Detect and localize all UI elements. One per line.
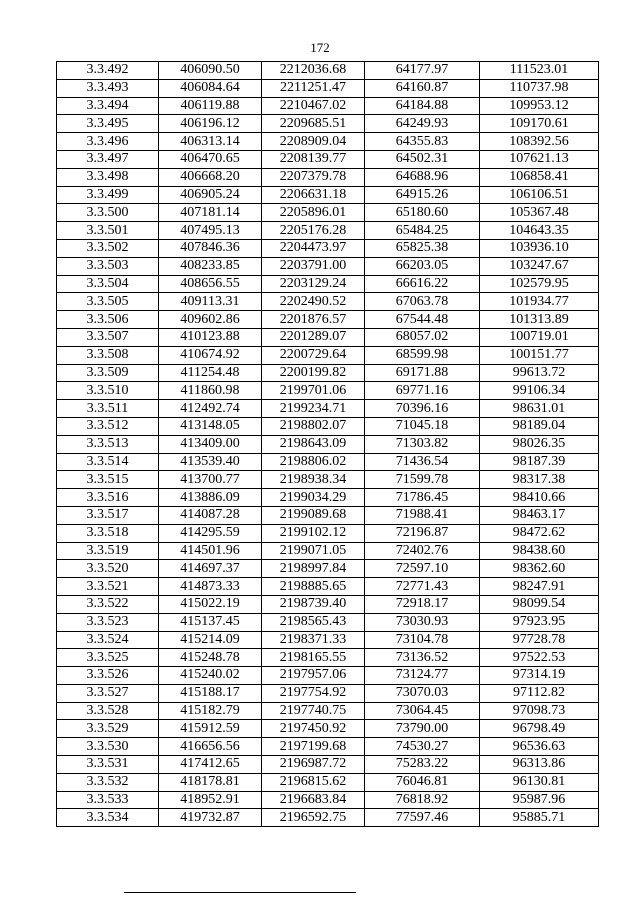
point-id-cell: 3.3.517: [57, 506, 159, 524]
value-cell-4: 97728.78: [480, 631, 599, 649]
value-cell-1: 414873.33: [159, 578, 262, 596]
point-id-cell: 3.3.509: [57, 364, 159, 382]
value-cell-4: 98631.01: [480, 400, 599, 418]
value-cell-4: 100151.77: [480, 346, 599, 364]
value-cell-3: 71436.54: [365, 453, 480, 471]
value-cell-1: 413886.09: [159, 489, 262, 507]
value-cell-4: 95987.96: [480, 791, 599, 809]
value-cell-4: 98317.38: [480, 471, 599, 489]
point-id-cell: 3.3.508: [57, 346, 159, 364]
value-cell-2: 2199034.29: [262, 489, 365, 507]
point-id-cell: 3.3.500: [57, 204, 159, 222]
value-cell-2: 2199102.12: [262, 524, 365, 542]
table-row: [57, 791, 599, 809]
value-cell-1: 414501.96: [159, 542, 262, 560]
value-cell-1: 414697.37: [159, 560, 262, 578]
point-id-cell: 3.3.528: [57, 702, 159, 720]
table-row: [57, 435, 599, 453]
value-cell-2: 2199071.05: [262, 542, 365, 560]
value-cell-3: 73064.45: [365, 702, 480, 720]
value-cell-2: 2205896.01: [262, 204, 365, 222]
value-cell-1: 413539.40: [159, 453, 262, 471]
point-id-cell: 3.3.533: [57, 791, 159, 809]
value-cell-2: 2205176.28: [262, 222, 365, 240]
point-id-cell: 3.3.513: [57, 435, 159, 453]
value-cell-3: 72402.76: [365, 542, 480, 560]
value-cell-4: 99106.34: [480, 382, 599, 400]
value-cell-4: 103936.10: [480, 239, 599, 257]
value-cell-3: 76046.81: [365, 773, 480, 791]
value-cell-3: 69771.16: [365, 382, 480, 400]
value-cell-1: 416656.56: [159, 738, 262, 756]
value-cell-1: 406313.14: [159, 133, 262, 151]
table-row: [57, 115, 599, 133]
value-cell-3: 64502.31: [365, 150, 480, 168]
value-cell-4: 110737.98: [480, 79, 599, 97]
value-cell-1: 415248.78: [159, 649, 262, 667]
value-cell-2: 2197740.75: [262, 702, 365, 720]
table-row: [57, 489, 599, 507]
point-id-cell: 3.3.518: [57, 524, 159, 542]
value-cell-2: 2198802.07: [262, 417, 365, 435]
value-cell-1: 408656.55: [159, 275, 262, 293]
table-row: [57, 417, 599, 435]
value-cell-3: 71303.82: [365, 435, 480, 453]
value-cell-1: 406090.50: [159, 62, 262, 80]
value-cell-4: 96313.86: [480, 756, 599, 774]
value-cell-3: 65180.60: [365, 204, 480, 222]
point-id-cell: 3.3.503: [57, 257, 159, 275]
value-cell-2: 2197450.92: [262, 720, 365, 738]
value-cell-3: 64688.96: [365, 168, 480, 186]
value-cell-2: 2198739.40: [262, 595, 365, 613]
value-cell-1: 414087.28: [159, 506, 262, 524]
table-row: [57, 631, 599, 649]
value-cell-1: 415188.17: [159, 684, 262, 702]
table-row: [57, 239, 599, 257]
coordinates-table: [56, 61, 599, 827]
table-row: [57, 613, 599, 631]
table-row: [57, 62, 599, 80]
table-row: [57, 328, 599, 346]
value-cell-2: 2199701.06: [262, 382, 365, 400]
point-id-cell: 3.3.534: [57, 809, 159, 827]
point-id-cell: 3.3.523: [57, 613, 159, 631]
page-number: 172: [310, 40, 330, 55]
value-cell-1: 410123.88: [159, 328, 262, 346]
table-row: [57, 168, 599, 186]
point-id-cell: 3.3.499: [57, 186, 159, 204]
value-cell-1: 410674.92: [159, 346, 262, 364]
value-cell-3: 64355.83: [365, 133, 480, 151]
value-cell-1: 411254.48: [159, 364, 262, 382]
value-cell-1: 409602.86: [159, 311, 262, 329]
value-cell-2: 2212036.68: [262, 62, 365, 80]
point-id-cell: 3.3.514: [57, 453, 159, 471]
point-id-cell: 3.3.512: [57, 417, 159, 435]
table-row: [57, 257, 599, 275]
value-cell-4: 96130.81: [480, 773, 599, 791]
value-cell-1: 415137.45: [159, 613, 262, 631]
table-row: [57, 578, 599, 596]
value-cell-1: 408233.85: [159, 257, 262, 275]
point-id-cell: 3.3.524: [57, 631, 159, 649]
bottom-rule: [124, 892, 356, 893]
value-cell-1: 413409.00: [159, 435, 262, 453]
value-cell-2: 2204473.97: [262, 239, 365, 257]
point-id-cell: 3.3.529: [57, 720, 159, 738]
value-cell-4: 101313.89: [480, 311, 599, 329]
value-cell-1: 406084.64: [159, 79, 262, 97]
value-cell-4: 98187.39: [480, 453, 599, 471]
value-cell-1: 406905.24: [159, 186, 262, 204]
value-cell-4: 111523.01: [480, 62, 599, 80]
point-id-cell: 3.3.511: [57, 400, 159, 418]
value-cell-3: 73104.78: [365, 631, 480, 649]
value-cell-2: 2202490.52: [262, 293, 365, 311]
value-cell-3: 75283.22: [365, 756, 480, 774]
table-row: [57, 97, 599, 115]
value-cell-3: 71045.18: [365, 417, 480, 435]
value-cell-2: 2201876.57: [262, 311, 365, 329]
table-row: [57, 649, 599, 667]
value-cell-1: 406668.20: [159, 168, 262, 186]
value-cell-1: 415240.02: [159, 667, 262, 685]
value-cell-3: 66203.05: [365, 257, 480, 275]
value-cell-2: 2198938.34: [262, 471, 365, 489]
table-row: [57, 204, 599, 222]
table-row: [57, 222, 599, 240]
value-cell-1: 406196.12: [159, 115, 262, 133]
value-cell-1: 414295.59: [159, 524, 262, 542]
point-id-cell: 3.3.530: [57, 738, 159, 756]
value-cell-1: 419732.87: [159, 809, 262, 827]
table-row: [57, 400, 599, 418]
value-cell-2: 2198885.65: [262, 578, 365, 596]
value-cell-4: 97923.95: [480, 613, 599, 631]
value-cell-3: 70396.16: [365, 400, 480, 418]
table-row: [57, 667, 599, 685]
point-id-cell: 3.3.498: [57, 168, 159, 186]
point-id-cell: 3.3.510: [57, 382, 159, 400]
value-cell-1: 406119.88: [159, 97, 262, 115]
table-row: [57, 471, 599, 489]
value-cell-4: 98026.35: [480, 435, 599, 453]
value-cell-2: 2196592.75: [262, 809, 365, 827]
value-cell-4: 97522.53: [480, 649, 599, 667]
value-cell-2: 2207379.78: [262, 168, 365, 186]
value-cell-3: 64160.87: [365, 79, 480, 97]
value-cell-4: 104643.35: [480, 222, 599, 240]
value-cell-4: 103247.67: [480, 257, 599, 275]
value-cell-3: 73070.03: [365, 684, 480, 702]
value-cell-3: 65825.38: [365, 239, 480, 257]
point-id-cell: 3.3.492: [57, 62, 159, 80]
point-id-cell: 3.3.493: [57, 79, 159, 97]
value-cell-2: 2198165.55: [262, 649, 365, 667]
value-cell-3: 72918.17: [365, 595, 480, 613]
value-cell-4: 98463.17: [480, 506, 599, 524]
value-cell-4: 98189.04: [480, 417, 599, 435]
value-cell-1: 415022.19: [159, 595, 262, 613]
value-cell-4: 98362.60: [480, 560, 599, 578]
point-id-cell: 3.3.532: [57, 773, 159, 791]
value-cell-1: 415912.59: [159, 720, 262, 738]
value-cell-3: 73030.93: [365, 613, 480, 631]
value-cell-2: 2208909.04: [262, 133, 365, 151]
value-cell-2: 2198806.02: [262, 453, 365, 471]
table-row: [57, 150, 599, 168]
value-cell-4: 98247.91: [480, 578, 599, 596]
value-cell-1: 409113.31: [159, 293, 262, 311]
value-cell-4: 98438.60: [480, 542, 599, 560]
value-cell-2: 2208139.77: [262, 150, 365, 168]
value-cell-4: 97098.73: [480, 702, 599, 720]
value-cell-3: 71988.41: [365, 506, 480, 524]
value-cell-3: 65484.25: [365, 222, 480, 240]
table-row: [57, 311, 599, 329]
point-id-cell: 3.3.506: [57, 311, 159, 329]
value-cell-3: 76818.92: [365, 791, 480, 809]
value-cell-2: 2203791.00: [262, 257, 365, 275]
value-cell-4: 98410.66: [480, 489, 599, 507]
value-cell-3: 77597.46: [365, 809, 480, 827]
table-row: [57, 524, 599, 542]
value-cell-4: 108392.56: [480, 133, 599, 151]
point-id-cell: 3.3.522: [57, 595, 159, 613]
value-cell-3: 73136.52: [365, 649, 480, 667]
value-cell-3: 71599.78: [365, 471, 480, 489]
value-cell-1: 418178.81: [159, 773, 262, 791]
value-cell-3: 67544.48: [365, 311, 480, 329]
value-cell-4: 97314.19: [480, 667, 599, 685]
value-cell-1: 417412.65: [159, 756, 262, 774]
value-cell-2: 2200729.64: [262, 346, 365, 364]
value-cell-2: 2211251.47: [262, 79, 365, 97]
value-cell-4: 95885.71: [480, 809, 599, 827]
point-id-cell: 3.3.494: [57, 97, 159, 115]
value-cell-4: 107621.13: [480, 150, 599, 168]
point-id-cell: 3.3.516: [57, 489, 159, 507]
table-row: [57, 382, 599, 400]
value-cell-2: 2199234.71: [262, 400, 365, 418]
value-cell-3: 72597.10: [365, 560, 480, 578]
value-cell-3: 66616.22: [365, 275, 480, 293]
value-cell-2: 2197957.06: [262, 667, 365, 685]
table-row: [57, 275, 599, 293]
point-id-cell: 3.3.527: [57, 684, 159, 702]
value-cell-4: 98099.54: [480, 595, 599, 613]
value-cell-4: 102579.95: [480, 275, 599, 293]
value-cell-1: 415214.09: [159, 631, 262, 649]
value-cell-2: 2198565.43: [262, 613, 365, 631]
table-row: [57, 346, 599, 364]
point-id-cell: 3.3.505: [57, 293, 159, 311]
value-cell-3: 69171.88: [365, 364, 480, 382]
point-id-cell: 3.3.531: [57, 756, 159, 774]
point-id-cell: 3.3.525: [57, 649, 159, 667]
table-row: [57, 738, 599, 756]
value-cell-3: 72196.87: [365, 524, 480, 542]
point-id-cell: 3.3.519: [57, 542, 159, 560]
value-cell-2: 2197199.68: [262, 738, 365, 756]
point-id-cell: 3.3.520: [57, 560, 159, 578]
table-row: [57, 756, 599, 774]
value-cell-2: 2196815.62: [262, 773, 365, 791]
value-cell-3: 73790.00: [365, 720, 480, 738]
value-cell-1: 411860.98: [159, 382, 262, 400]
point-id-cell: 3.3.507: [57, 328, 159, 346]
value-cell-1: 407495.13: [159, 222, 262, 240]
table-row: [57, 773, 599, 791]
table-row: [57, 79, 599, 97]
value-cell-2: 2199089.68: [262, 506, 365, 524]
table-row: [57, 293, 599, 311]
point-id-cell: 3.3.497: [57, 150, 159, 168]
value-cell-1: 412492.74: [159, 400, 262, 418]
value-cell-4: 97112.82: [480, 684, 599, 702]
value-cell-2: 2200199.82: [262, 364, 365, 382]
value-cell-3: 64177.97: [365, 62, 480, 80]
table-row: [57, 702, 599, 720]
value-cell-4: 106106.51: [480, 186, 599, 204]
table-row: [57, 720, 599, 738]
value-cell-4: 106858.41: [480, 168, 599, 186]
value-cell-3: 68057.02: [365, 328, 480, 346]
value-cell-4: 98472.62: [480, 524, 599, 542]
value-cell-3: 72771.43: [365, 578, 480, 596]
value-cell-1: 407181.14: [159, 204, 262, 222]
value-cell-4: 109953.12: [480, 97, 599, 115]
point-id-cell: 3.3.515: [57, 471, 159, 489]
value-cell-2: 2198997.84: [262, 560, 365, 578]
value-cell-4: 96536.63: [480, 738, 599, 756]
value-cell-2: 2209685.51: [262, 115, 365, 133]
value-cell-4: 100719.01: [480, 328, 599, 346]
value-cell-1: 415182.79: [159, 702, 262, 720]
value-cell-1: 413148.05: [159, 417, 262, 435]
value-cell-3: 73124.77: [365, 667, 480, 685]
value-cell-4: 101934.77: [480, 293, 599, 311]
table-row: [57, 542, 599, 560]
value-cell-4: 105367.48: [480, 204, 599, 222]
table-row: [57, 364, 599, 382]
value-cell-4: 99613.72: [480, 364, 599, 382]
table-row: [57, 560, 599, 578]
value-cell-3: 68599.98: [365, 346, 480, 364]
point-id-cell: 3.3.495: [57, 115, 159, 133]
value-cell-3: 64249.93: [365, 115, 480, 133]
table-row: [57, 453, 599, 471]
table-row: [57, 133, 599, 151]
point-id-cell: 3.3.501: [57, 222, 159, 240]
value-cell-2: 2206631.18: [262, 186, 365, 204]
point-id-cell: 3.3.504: [57, 275, 159, 293]
table-row: [57, 684, 599, 702]
table-row: [57, 186, 599, 204]
table-row: [57, 809, 599, 827]
value-cell-1: 407846.36: [159, 239, 262, 257]
value-cell-4: 96798.49: [480, 720, 599, 738]
value-cell-1: 406470.65: [159, 150, 262, 168]
point-id-cell: 3.3.526: [57, 667, 159, 685]
value-cell-2: 2197754.92: [262, 684, 365, 702]
value-cell-3: 74530.27: [365, 738, 480, 756]
table-row: [57, 595, 599, 613]
value-cell-2: 2198643.09: [262, 435, 365, 453]
value-cell-3: 71786.45: [365, 489, 480, 507]
point-id-cell: 3.3.521: [57, 578, 159, 596]
value-cell-3: 64915.26: [365, 186, 480, 204]
value-cell-2: 2203129.24: [262, 275, 365, 293]
value-cell-4: 109170.61: [480, 115, 599, 133]
value-cell-3: 67063.78: [365, 293, 480, 311]
value-cell-2: 2201289.07: [262, 328, 365, 346]
value-cell-1: 418952.91: [159, 791, 262, 809]
value-cell-2: 2196683.84: [262, 791, 365, 809]
value-cell-2: 2196987.72: [262, 756, 365, 774]
table-row: [57, 506, 599, 524]
value-cell-3: 64184.88: [365, 97, 480, 115]
point-id-cell: 3.3.502: [57, 239, 159, 257]
point-id-cell: 3.3.496: [57, 133, 159, 151]
value-cell-1: 413700.77: [159, 471, 262, 489]
value-cell-2: 2210467.02: [262, 97, 365, 115]
value-cell-2: 2198371.33: [262, 631, 365, 649]
